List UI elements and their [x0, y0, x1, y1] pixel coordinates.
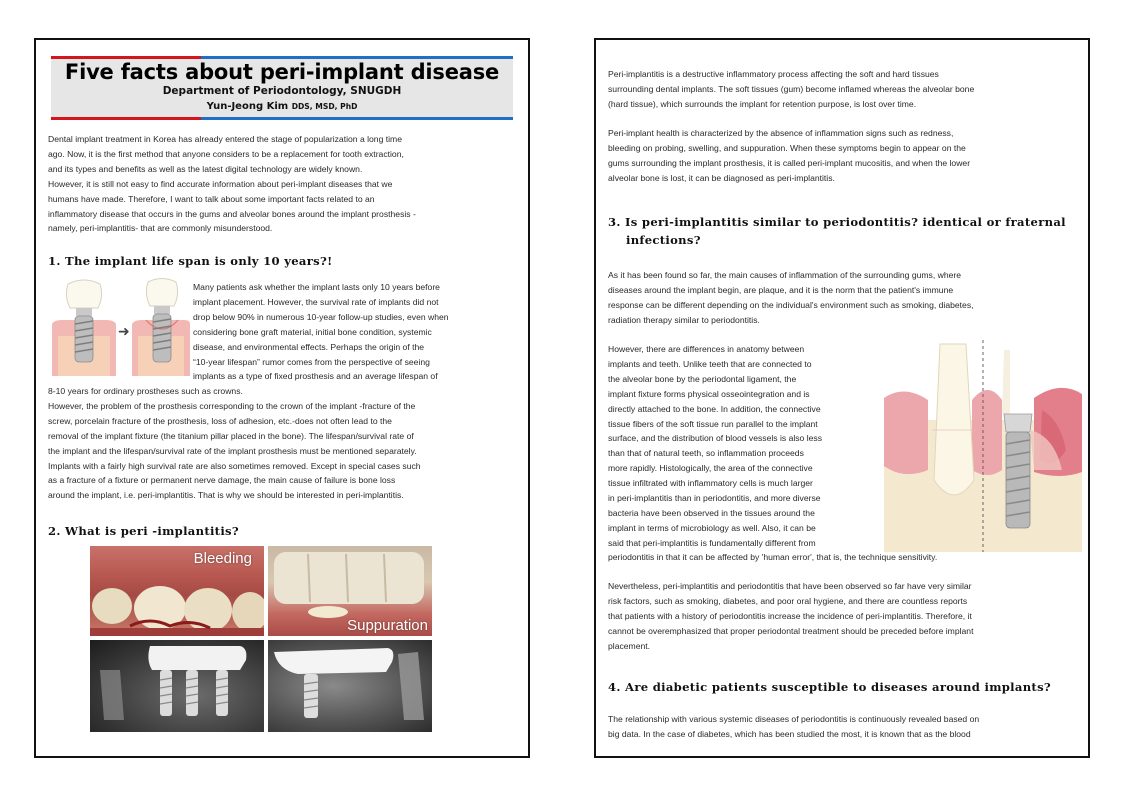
section1-paragraph: 8-10 years for ordinary prostheses such as crowns. However, the problem of the prosthesis corresponding to the crown of the implant -fracture of the screw, porcelain fracture of the prosthesis, loss of adhesion, etc.-does not often lead to the removal of the implant fixture (the titanium pillar placed in the bone). The lifespan/survival rate of the implant and the lifespan/survival rate of the implant prosthesis must be mentioned separately. Implants with a fairly high survival rate are also sometimes removed. Except in special cases such as a fracture of a fixture or permanent nerve damage, the main cause of failure is bone loss around the implant, i.e. peri-implantitis. That is why we should be interested in peri-implantitis.: [48, 386, 421, 501]
implant-illustration: [48, 276, 190, 376]
section3-heading: 3. Is peri-implantitis similar to periodontitis? identical or fraternal infections?: [608, 215, 1066, 247]
photo-label-suppuration: Suppuration: [347, 617, 428, 634]
title-bottom-bar-red: [51, 117, 201, 120]
definition-paragraph: Peri-implantitis is a destructive inflammatory process affecting the soft and hard tissues surrounding dental implants. The soft tissues (gum) become inflamed whereas the alveolar bone (hard tissue), which surrounds the implant for retention purpose, is lost over time.: [608, 69, 975, 109]
section1-side-paragraph: Many patients ask whether the implant lasts only 10 years before implant placement. However, the survival rate of implants did not drop below 90% in numerous 10-year follow-up studies, even when considering bone graft material, initial bone condition, systemic disease, and environmental effects. Perhaps the origin of the “10-year lifespan” rumor comes from the perspective of seeing implants as a type of fixed prosthesis and an average lifespan of: [193, 282, 449, 382]
xray-right: [268, 640, 432, 732]
photo-bleeding: [90, 546, 264, 636]
causes-paragraph: As it has been found so far, the main causes of inflammation of the surrounding gums, where diseases around the implant begin, are plaque, and it is the norm that the patient's immune response can be different depending on the individual's environment such as smoking, diabetes, radiation therapy similar to periodontitis.: [608, 270, 974, 325]
title-bottom-bar-blue: [201, 117, 513, 120]
author-name: Yun-Jeong Kim: [206, 101, 289, 112]
health-paragraph: Peri-implant health is characterized by the absence of inflammation signs such as redness, bleeding on probing, swelling, and suppuration. When these symptoms begin to appear on the gums surrounding the implant prosthesis, it is called peri-implant mucositis, and when the lower alveolar bone is lost, it can be diagnosed as peri-implantitis.: [608, 128, 971, 183]
intro-paragraph: Dental implant treatment in Korea has already entered the stage of popularization a long time ago. Now, it is the first method that anyone considers to be a replacement for tooth extraction, and its types and benefits as well as the latest digital technology are widely known. However, it is still not easy to find accurate information about peri-implant diseases that we humans have made. Therefore, I want to talk about some important facts related to an inflammatory disease that occurs in the gums and alveolar bones around the implant prosthesis - namely, peri-implantitis- that are commonly misunderstood.: [48, 134, 416, 234]
section4-heading: 4. Are diabetic patients susceptible to diseases around implants?: [608, 680, 1051, 694]
author: [51, 101, 513, 112]
anatomy-last-line: periodontitis in that it can be affected by 'human error', that is, the technique sensitivity.: [608, 552, 938, 562]
page-right: [594, 38, 1090, 758]
svg-text:➜: ➜: [118, 324, 130, 340]
department: Department of Periodontology, SNUGDH: [162, 85, 402, 97]
risk-factors-paragraph: Nevertheless, peri-implantitis and periodontitis that have been observed so far have very similar risk factors, such as smoking, diabetes, and poor oral hygiene, and there are countless reports that patients with a history of periodontitis increase the incidence of peri-implantitis. Therefore, it cannot be overemphasized that proper periodontal treatment should be preceded before implant placement.: [608, 581, 974, 651]
page-left: [34, 38, 530, 758]
anatomy-side-paragraph: However, there are differences in anatomy between implants and teeth. Unlike teeth that are connected to the alveolar bone by the periodontal ligament, the implant fixture forms physical osseointegration and is directly attached to the bone. In addition, the connective tissue fibers of the soft tissue run parallel to the implant surface, and the distribution of blood vessels is also less than that of natural teeth, so inflammation proceeds more rapidly. Histologically, the area of the connective tissue infiltrated with inflammatory cells is much larger in peri-implantitis than in periodontitis, and more diverse bacteria have been observed in the tissues around the implant in terms of microbiology as well. Also, it can be said that peri-implantitis is fundamentally different from: [608, 344, 823, 548]
section2-heading: 2. What is peri -implantitis?: [48, 524, 239, 538]
photo-suppuration: [268, 546, 432, 636]
tooth-vs-implant-illustration: [884, 340, 1082, 552]
xray-left: [90, 640, 264, 732]
author-degrees: DDS, MSD, PhD: [291, 102, 358, 111]
section1-heading: 1. The implant life span is only 10 years?!: [48, 254, 333, 268]
photo-label-bleeding: Bleeding: [193, 550, 252, 567]
systemic-disease-paragraph: The relationship with various systemic diseases of periodontitis is continuously revealed based on big data. In the case of diabetes, which has been studied the most, it is known that as the blood: [608, 714, 980, 739]
page-title: Five facts about peri-implant disease: [64, 60, 500, 84]
